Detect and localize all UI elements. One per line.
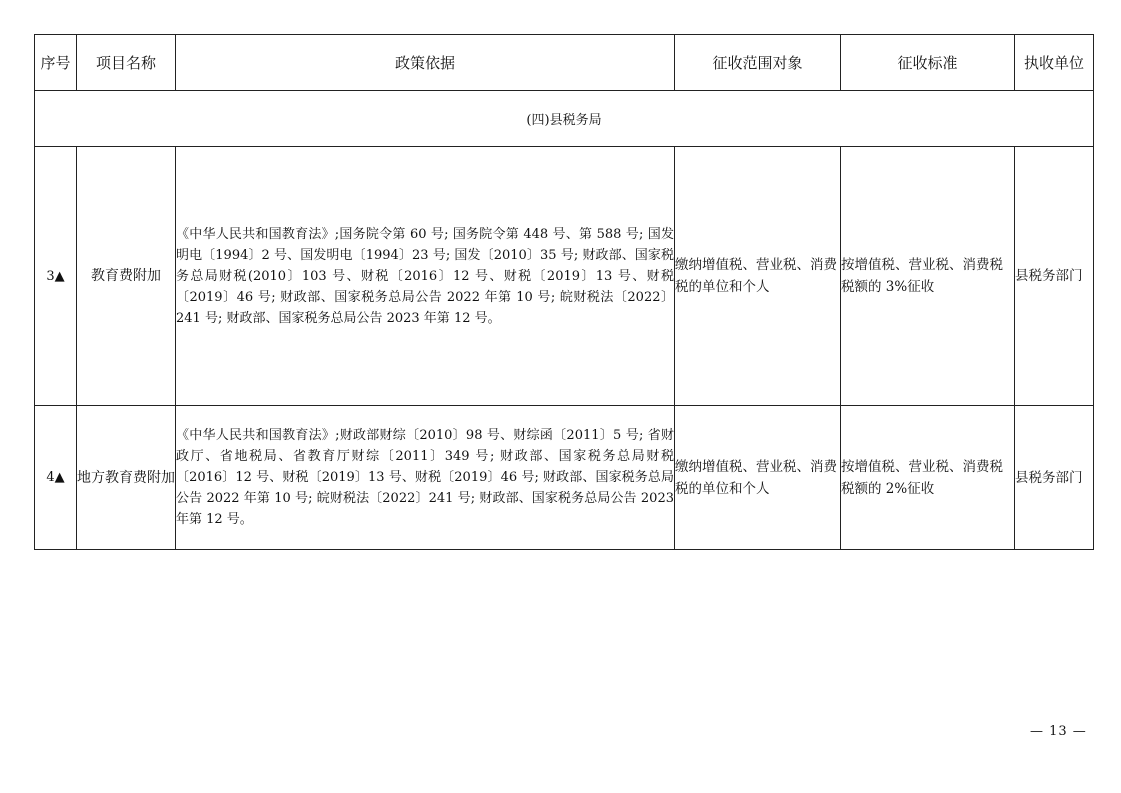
- header-basis: 政策依据: [176, 35, 675, 91]
- header-standard: 征收标准: [841, 35, 1015, 91]
- table-row: [35, 406, 1094, 550]
- row-basis: 《中华人民共和国教育法》;国务院令第 60 号; 国务院令第 448 号、第 588 号; 国发明电〔1994〕2 号、国发明电〔1994〕23 号; 国发〔2010〕35 号; 财政部、国家税务总局财税(2010〕103 号、财税〔2016〕12 号、财税〔2019〕13 号、财税〔2019〕46 号; 财政部、国家税务总局公告 2022 年第 10 号; 皖财税法〔2022〕241 号; 财政部、国家税务总局公告 2023 年第 12 号。: [176, 147, 675, 406]
- row-standard: 按增值税、营业税、消费税税额的 2%征收: [841, 406, 1015, 550]
- header-unit: 执收单位: [1015, 35, 1094, 91]
- table-row: [35, 147, 1094, 406]
- row-scope: 缴纳增值税、营业税、消费税的单位和个人: [675, 147, 841, 406]
- header-no: 序号: [35, 35, 77, 91]
- header-name: 项目名称: [77, 35, 176, 91]
- page-number: — 13 —: [1030, 724, 1087, 739]
- row-name: 地方教育费附加: [77, 406, 176, 550]
- row-scope: 缴纳增值税、营业税、消费税的单位和个人: [675, 406, 841, 550]
- row-no: 3▲: [35, 147, 77, 406]
- row-basis: 《中华人民共和国教育法》;财政部财综〔2010〕98 号、财综函〔2011〕5 号; 省财政厅、省地税局、省教育厅财综〔2011〕349 号; 财政部、国家税务总局财税〔2016〕12 号、财税〔2019〕13 号、财税〔2019〕46 号; 财政部、国家税务总局公告 2022 年第 10 号; 皖财税法〔2022〕241 号; 财政部、国家税务总局公告 2023 年第 12 号。: [176, 406, 675, 550]
- row-standard: 按增值税、营业税、消费税税额的 3%征收: [841, 147, 1015, 406]
- row-unit: 县税务部门: [1015, 147, 1094, 406]
- header-scope: 征收范围对象: [675, 35, 841, 91]
- section-title: (四)县税务局: [35, 91, 1094, 147]
- section-row: [35, 91, 1094, 147]
- row-unit: 县税务部门: [1015, 406, 1094, 550]
- header-row: [35, 35, 1094, 91]
- row-name: 教育费附加: [77, 147, 176, 406]
- row-no: 4▲: [35, 406, 77, 550]
- fee-table: [34, 34, 1094, 550]
